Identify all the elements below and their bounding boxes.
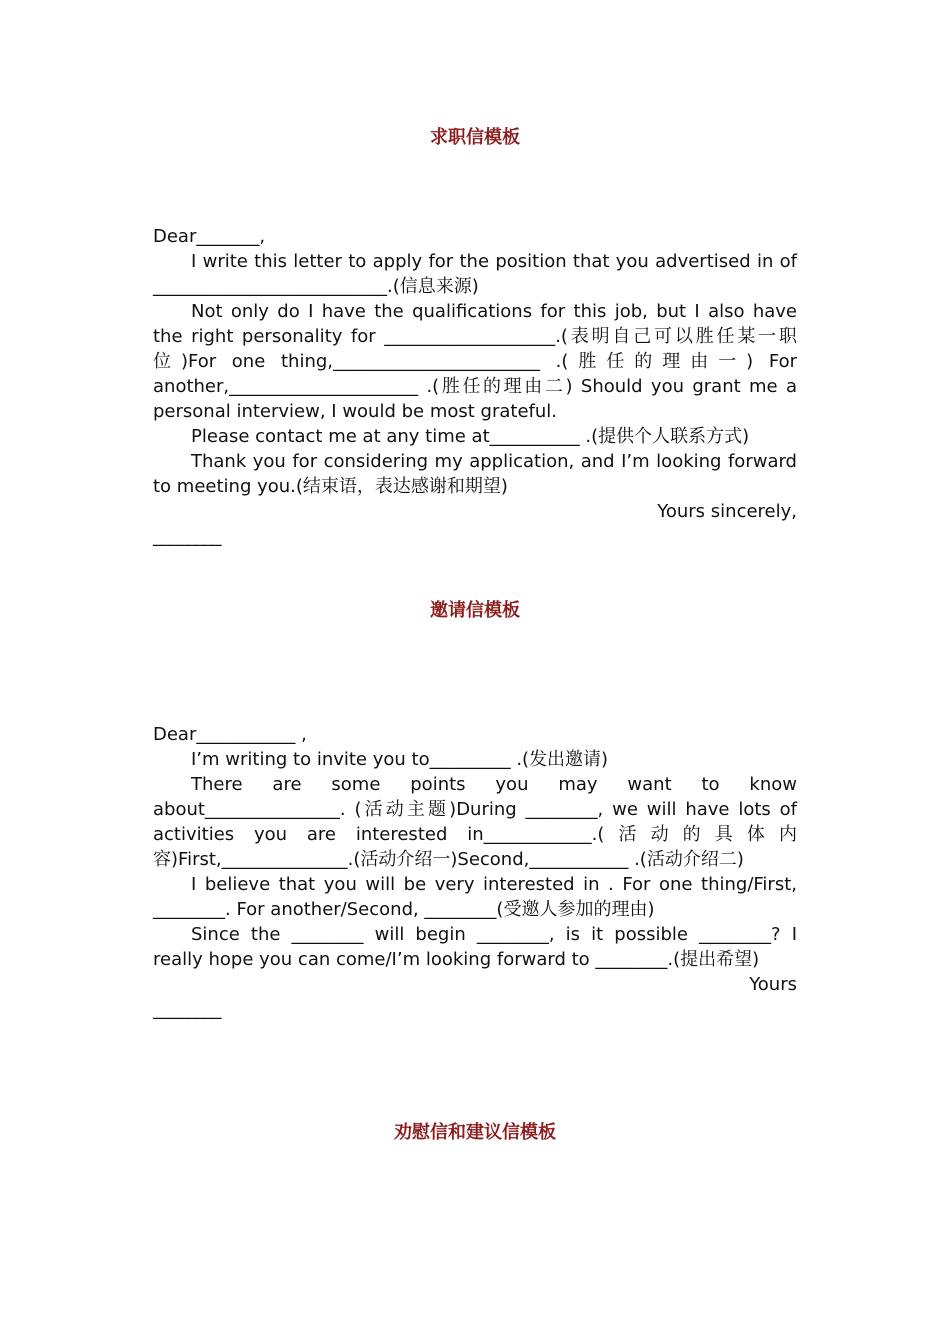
invite-closing: Yours xyxy=(749,974,797,995)
invite-paragraph-2: There are some points you may want to know about_______________. (活动主题)During ________, we will have lots of activities you are interested in____________.(活动的具体内容)First,______________.(活动介绍一)Second,___________ .(活动介绍二) xyxy=(153,774,797,870)
job-closing: Yours sincerely, xyxy=(657,501,797,522)
invite-paragraph-3: I believe that you will be very interested in . For one thing/First, ________. For another/Second, ________(受邀人参加的理由) xyxy=(153,874,797,920)
invite-letter-title: 邀请信模板 xyxy=(430,600,520,621)
job-salutation: Dear_______, xyxy=(153,226,266,247)
job-paragraph-1: I write this letter to apply for the position that you advertised in of __________________________.(信息来源) xyxy=(153,251,797,297)
job-paragraph-3: Please contact me at any time at__________ .(提供个人联系方式) xyxy=(191,426,750,447)
job-letter-body xyxy=(153,224,797,549)
invite-salutation: Dear___________ , xyxy=(153,724,307,745)
job-paragraph-2: Not only do I have the qualifications for this job, but I also have the right personality for ___________________.(表明自己可以胜任某一职位)For one thing,_______________________ .(胜任的理由一) For another,_____________________ .(胜任的理由二) Should you grant me a personal interview, I would be most grateful. xyxy=(153,301,797,422)
invite-signature-line: ________ xyxy=(153,999,221,1020)
job-letter-title: 求职信模板 xyxy=(430,127,520,148)
job-signature-line: ________ xyxy=(153,526,221,547)
comfort-letter-title: 劝慰信和建议信模板 xyxy=(394,1122,556,1143)
invite-paragraph-4: Since the ________ will begin ________, is it possible ________? I really hope you can come/I’m looking forward to ________.(提出希望) xyxy=(153,924,797,970)
invite-letter-body xyxy=(153,722,797,1022)
job-paragraph-4: Thank you for considering my application, and I’m looking forward to meeting you.(结束语，表达感谢和期望) xyxy=(153,451,797,497)
invite-paragraph-1: I’m writing to invite you to_________ .(发出邀请) xyxy=(191,749,609,770)
